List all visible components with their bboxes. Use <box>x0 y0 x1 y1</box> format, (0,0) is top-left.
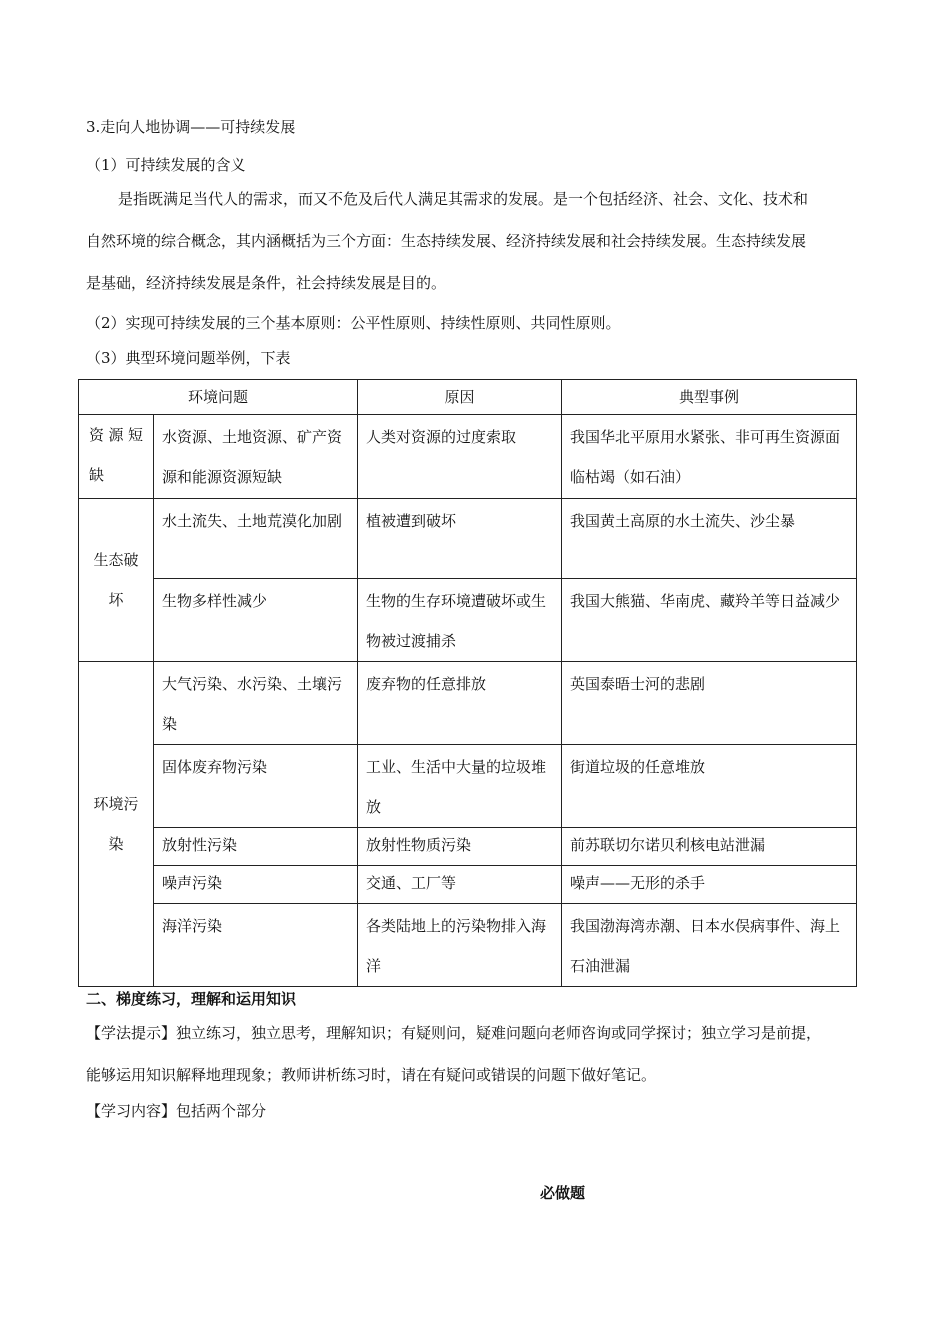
cause-cell: 各类陆地上的污染物排入海洋 <box>358 904 562 987</box>
problem-cell: 放射性污染 <box>154 828 358 866</box>
cause-cell: 交通、工厂等 <box>358 866 562 904</box>
table-row <box>79 579 857 662</box>
environment-problems-table <box>78 379 857 987</box>
category-cell: 生态破坏 <box>79 499 154 662</box>
table-row <box>79 745 857 828</box>
section2-title: 二、梯度练习，理解和运用知识 <box>86 990 297 1008</box>
problem-cell: 大气污染、水污染、土壤污染 <box>154 662 358 745</box>
study-tip-line-1: 【学法提示】独立练习，独立思考，理解知识；有疑则问，疑难问题向老师咨询或同学探讨；独立学习是前提， <box>86 1024 822 1042</box>
subheading-principles: （2）实现可持续发展的三个基本原则：公平性原则、持续性原则、共同性原则。 <box>86 314 621 332</box>
cause-cell: 废弃物的任意排放 <box>358 662 562 745</box>
table-row <box>79 415 857 499</box>
example-cell: 噪声——无形的杀手 <box>562 866 857 904</box>
example-cell: 街道垃圾的任意堆放 <box>562 745 857 828</box>
subheading-meaning: （1）可持续发展的含义 <box>86 156 246 174</box>
problem-cell: 海洋污染 <box>154 904 358 987</box>
section-title: 3.走向人地协调——可持续发展 <box>86 118 296 136</box>
example-cell: 我国渤海湾赤潮、日本水俣病事件、海上石油泄漏 <box>562 904 857 987</box>
example-cell: 前苏联切尔诺贝利核电站泄漏 <box>562 828 857 866</box>
definition-line-3: 是基础，经济持续发展是条件，社会持续发展是目的。 <box>86 274 447 292</box>
problem-cell: 噪声污染 <box>154 866 358 904</box>
example-cell: 我国大熊猫、华南虎、藏羚羊等日益减少 <box>562 579 857 662</box>
subheading-examples: （3）典型环境问题举例，下表 <box>86 349 291 367</box>
cause-cell: 生物的生存环境遭破坏或生物被过渡捕杀 <box>358 579 562 662</box>
table-row <box>79 904 857 987</box>
cause-cell: 人类对资源的过度索取 <box>358 415 562 499</box>
header-problem: 环境问题 <box>79 380 358 415</box>
problem-cell: 水土流失、土地荒漠化加剧 <box>154 499 358 579</box>
header-cause: 原因 <box>358 380 562 415</box>
table-row <box>79 499 857 579</box>
definition-line-2: 自然环境的综合概念，其内涵概括为三个方面：生态持续发展、经济持续发展和社会持续发展。生态持续发展 <box>86 232 807 250</box>
example-cell: 英国泰晤士河的悲剧 <box>562 662 857 745</box>
category-cell: 环境污染 <box>79 662 154 987</box>
problem-cell: 水资源、土地资源、矿产资源和能源资源短缺 <box>154 415 358 499</box>
problem-cell: 固体废弃物污染 <box>154 745 358 828</box>
study-tip-line-2: 能够运用知识解释地理现象；教师讲析练习时，请在有疑问或错误的问题下做好笔记。 <box>86 1066 657 1084</box>
cause-cell: 工业、生活中大量的垃圾堆放 <box>358 745 562 828</box>
table-row <box>79 828 857 866</box>
table-header-row <box>79 380 857 415</box>
problem-cell: 生物多样性减少 <box>154 579 358 662</box>
cause-cell: 植被遭到破坏 <box>358 499 562 579</box>
required-questions-heading: 必做题 <box>540 1184 586 1202</box>
definition-line-1: 是指既满足当代人的需求，而又不危及后代人满足其需求的发展。是一个包括经济、社会、文化、技术和 <box>118 190 809 208</box>
example-cell: 我国华北平原用水紧张、非可再生资源面临枯竭（如石油） <box>562 415 857 499</box>
cause-cell: 放射性物质污染 <box>358 828 562 866</box>
header-example: 典型事例 <box>562 380 857 415</box>
example-cell: 我国黄土高原的水土流失、沙尘暴 <box>562 499 857 579</box>
category-cell: 资源短缺 <box>79 415 154 499</box>
study-content-label: 【学习内容】包括两个部分 <box>86 1102 267 1120</box>
table-row <box>79 662 857 745</box>
table-row <box>79 866 857 904</box>
